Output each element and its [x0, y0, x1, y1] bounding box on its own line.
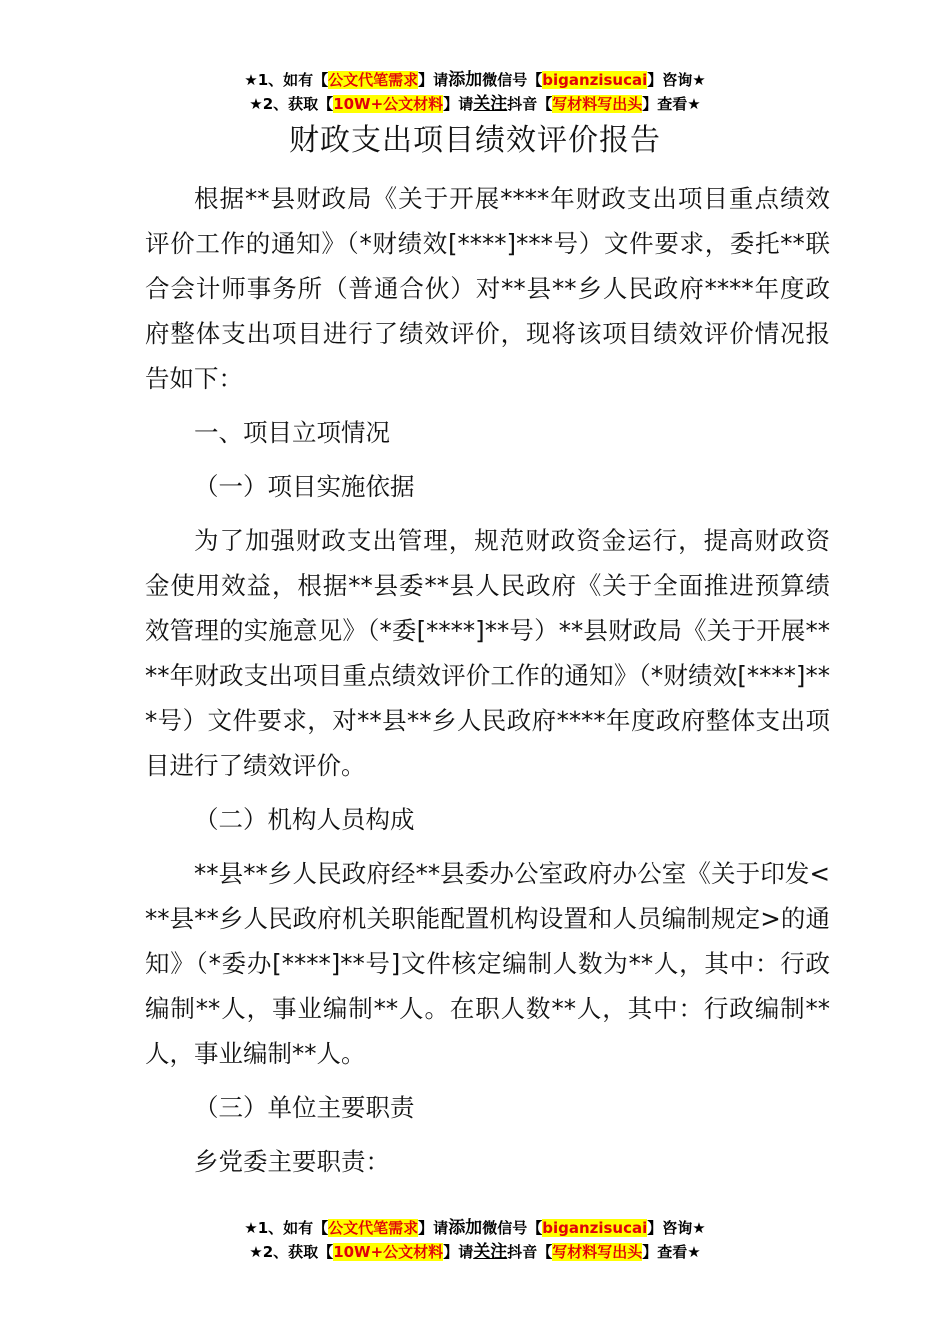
banner-text: ★1、如有【 — [244, 71, 329, 89]
section-heading: 一、项目立项情况 — [194, 418, 390, 447]
subsection-heading: （二）机构人员构成 — [194, 805, 415, 834]
wechat-id-highlight: biganzisucai — [542, 71, 648, 89]
banner-text: 】咨询★ — [647, 1219, 706, 1237]
banner-text: 微信号【 — [482, 71, 543, 89]
banner-text: ★2、获取【 — [249, 1243, 334, 1261]
paragraph: 根据**县财政局《关于开展****年财政支出项目重点绩效评价工作的通知》（*财绩效[****]***号）文件要求，委托**联合会计师事务所（普通合伙）对**县**乡人民政府****年度政府整体支出项目进行了绩效评价，现将该项目绩效评价情况报告如下： — [145, 184, 830, 393]
banner-text: ★2、获取【 — [249, 95, 334, 113]
subsection-heading: （三）单位主要职责 — [194, 1093, 415, 1122]
banner-text: 抖音【 — [507, 95, 553, 113]
banner-text: 抖音【 — [507, 1243, 553, 1261]
banner-text: 关注 — [473, 94, 508, 114]
banner-highlight: 10W+公文材料 — [333, 95, 444, 113]
douyin-highlight: 写材料写出头 — [552, 95, 643, 113]
document-title: 财政支出项目绩效评价报告 — [289, 123, 661, 158]
banner-line-1 — [0, 1216, 950, 1240]
paragraph: 为了加强财政支出管理，规范财政资金运行，提高财政资金使用效益，根据**县委**县人民政府《关于全面推进预算绩效管理的实施意见》（*委[****]**号）**县财政局《关于开展****年财政支出项目重点绩效评价工作的通知》（*财绩效[****]***号）文件要求，对**县**乡人民政府****年度政府整体支出项目进行了绩效评价。 — [145, 526, 830, 780]
banner-text: 】请 — [443, 95, 474, 113]
banner-text: 微信号【 — [482, 1219, 543, 1237]
banner-text: 】查看★ — [642, 1243, 701, 1261]
document-body — [145, 176, 830, 1193]
banner-text: 】请 — [418, 1219, 449, 1237]
bottom-banner — [0, 1216, 950, 1264]
banner-highlight: 公文代笔需求 — [328, 71, 419, 89]
wechat-id-highlight: biganzisucai — [542, 1219, 648, 1237]
banner-text: 】咨询★ — [647, 71, 706, 89]
banner-text: 】请 — [443, 1243, 474, 1261]
banner-highlight: 10W+公文材料 — [333, 1243, 444, 1261]
douyin-highlight: 写材料写出头 — [552, 1243, 643, 1261]
banner-text: 添加 — [448, 1218, 483, 1238]
banner-line-2 — [0, 1240, 950, 1264]
banner-text: 关注 — [473, 1242, 508, 1262]
banner-line-2 — [0, 92, 950, 116]
banner-text: 】请 — [418, 71, 449, 89]
top-banner — [0, 68, 950, 116]
paragraph: 乡党委主要职责： — [194, 1147, 390, 1176]
subsection-heading: （一）项目实施依据 — [194, 472, 415, 501]
paragraph: **县**乡人民政府经**县委办公室政府办公室《关于印发<**县**乡人民政府机关职能配置机构设置和人员编制规定>的通知》（*委办[****]**号]文件核定编制人数为**人，其中：行政编制**人，事业编制**人。在职人数**人，其中：行政编制**人，事业编制**人。 — [145, 859, 830, 1068]
banner-text: 添加 — [448, 70, 483, 90]
banner-text: ★1、如有【 — [244, 1219, 329, 1237]
banner-highlight: 公文代笔需求 — [328, 1219, 419, 1237]
banner-text: 】查看★ — [642, 95, 701, 113]
banner-line-1 — [0, 68, 950, 92]
